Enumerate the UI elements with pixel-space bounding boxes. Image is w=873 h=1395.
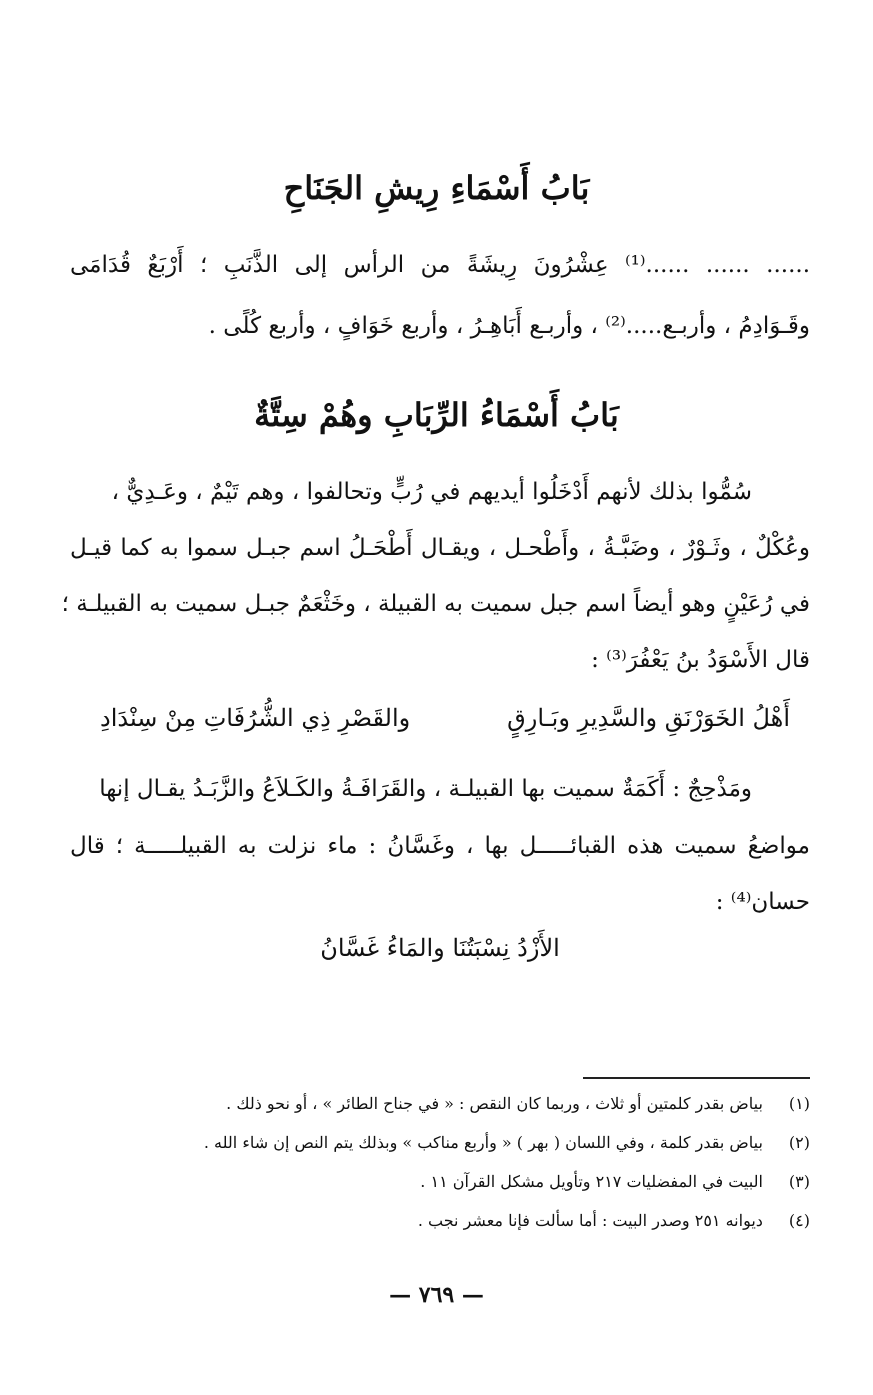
footnote (80, 1170, 810, 1194)
footnote-number: (٢) (788, 1133, 810, 1152)
text-line: في رُعَيْنٍ وهو أيضاً اسم جبل سميت به القبيلة ، وخَثْعَمٌ جبـل سميت به القبيلـة ؛ (61, 591, 810, 617)
text-line: حسان⁽⁴⁾ : (715, 889, 810, 915)
footnote-separator (583, 1077, 810, 1079)
verse-hemistich-first: أَهْلُ الخَوَرْنَقِ والسَّدِيرِ وبَـارِقٍ (507, 704, 790, 732)
footnote-text: البيت في المفضليات ٢١٧ وتأويل مشكل القرآن ١١ . (420, 1172, 763, 1191)
section-heading-ribab: بَابُ أَسْمَاءُ الرِّبَابِ وهُمْ سِتَّةٌ (254, 396, 619, 434)
footnote (80, 1209, 810, 1233)
footnote-number: (١) (788, 1094, 810, 1113)
footnote-number: (٣) (788, 1172, 810, 1191)
footnote-text: بياض بقدر كلمتين أو ثلاث ، وربما كان النقص : « في جناح الطائر » ، أو نحو ذلك . (226, 1094, 763, 1113)
footnote-number: (٤) (788, 1211, 810, 1230)
section-heading-wing-feathers: بَابُ أَسْمَاءِ رِيشِ الجَنَاحِ (283, 169, 590, 207)
footnote-text: ديوانه ٢٥١ وصدر البيت : أما سألت فإنا معشر نجب . (417, 1211, 763, 1230)
page-number: — ٧٦٩ — (389, 1282, 484, 1308)
footnote (80, 1092, 810, 1116)
text-line: سُمُّوا بذلك لأنهم أَدْخَلُوا أيديهم في رُبٍّ وتحالفوا ، وهم تَيْمٌ ، وعَـدِيٌّ ، (111, 479, 752, 505)
text-line: قال الأَسْوَدُ بنُ يَعْفُرَ⁽³⁾ : (591, 647, 810, 673)
footnote (80, 1131, 810, 1155)
text-line: وقَـوَادِمُ ، وأربـع.....⁽²⁾ ، وأربـع أَبَاهِـرُ ، وأربع خَوَافٍ ، وأربع كُلًى . (208, 313, 810, 339)
verse-hemistich-second: والقَصْرِ ذِي الشُّرُفَاتِ مِنْ سِنْدَادِ (100, 704, 411, 732)
text-line: وعُكْلٌ ، وثَـوْرٌ ، وضَبَّـةُ ، وأَطْحـل ، ويقـال أَطْحَـلُ اسم جبـل سموا به كما قيـل (70, 535, 810, 561)
poetry-half-verse: الأَزْدُ نِسْبَتُنَا والمَاءُ غَسَّانُ (320, 934, 560, 962)
text-line: مواضعُ سميت هذه القبائـــــل بها ، وغَسَّانُ : ماء نزلت به القبيلـــــة ؛ قال (70, 833, 810, 859)
text-line: ومَذْحِجٌ : أَكَمَةٌ سميت بها القبيلـة ، والقَرَافَـةُ والكَـلاَعُ والزَّبَـدُ يقـال إنها (99, 776, 752, 802)
text-line: ...... ...... ......⁽¹⁾ عِشْرُونَ رِيشَةً من الرأس إلى الذَّنَبِ ؛ أَرْبَعٌ قُدَامَى (70, 252, 811, 278)
footnote-text: بياض بقدر كلمة ، وفي اللسان ( بهر ) « وأربع مناكب » وبذلك يتم النص إن شاء الله . (203, 1133, 763, 1152)
